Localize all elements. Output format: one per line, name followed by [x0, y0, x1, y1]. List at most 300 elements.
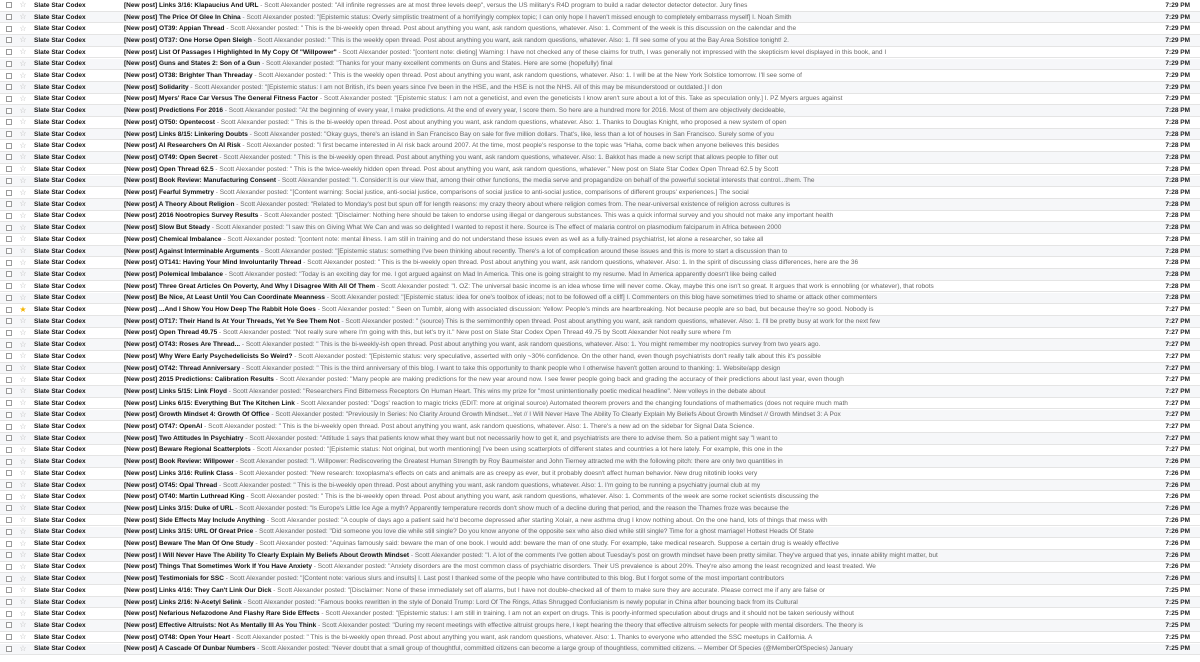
email-snippet: Scott Alexander posted: "A couple of days ago a patient said he'd become depressed after starting Xolair, a new asthma drug I know nothing about. On the one hand, lots of things that mess with: [270, 516, 828, 524]
star-icon[interactable]: ☆: [19, 0, 27, 10]
sender-name: Slate Star Codex: [34, 458, 86, 466]
email-row[interactable]: [0, 59, 1200, 71]
star-icon[interactable]: ☆: [19, 491, 27, 501]
star-icon[interactable]: ☆: [19, 550, 27, 560]
email-subject: [New post] I Will Never Have The Ability To Clearly Explain My Beliefs About Growth Mindset: [124, 551, 410, 559]
email-row[interactable]: [0, 105, 1200, 117]
email-row[interactable]: [0, 644, 1200, 656]
email-snippet: Scott Alexander posted: "[Epistemic status: I am still in training. I am not an expert on drugs. This is poorly-informed speculation about drugs and it should not be taken seriously without: [325, 610, 854, 618]
select-checkbox[interactable]: [6, 552, 12, 558]
email-snippet: Scott Alexander posted: "Attitude 1 says that patients know what they want but not necessarily how to get it, and psychiatrists are there to advise them. So a patient might say "I want to: [249, 434, 778, 442]
sender-name: Slate Star Codex: [34, 306, 86, 314]
email-row[interactable]: [0, 339, 1200, 351]
sender-name: Slate Star Codex: [34, 107, 86, 115]
snippet-separator: -: [247, 130, 254, 138]
email-content: [124, 72, 1154, 79]
select-checkbox[interactable]: [6, 494, 12, 500]
select-checkbox[interactable]: [6, 541, 12, 547]
sender-name: Slate Star Codex: [34, 387, 86, 395]
select-checkbox[interactable]: [6, 248, 12, 254]
email-row[interactable]: [0, 211, 1200, 223]
email-subject: [New post] AI Researchers On AI Risk: [124, 142, 241, 150]
star-icon[interactable]: ☆: [19, 421, 27, 431]
star-icon[interactable]: ☆: [19, 632, 27, 642]
star-icon[interactable]: ☆: [19, 199, 27, 209]
select-checkbox[interactable]: [6, 283, 12, 289]
email-row[interactable]: [0, 269, 1200, 281]
email-row[interactable]: [0, 480, 1200, 492]
star-icon[interactable]: ☆: [19, 444, 27, 454]
email-row[interactable]: [0, 445, 1200, 457]
email-row[interactable]: [0, 386, 1200, 398]
email-subject: [New post] OT39: Appian Thread: [124, 25, 225, 33]
email-content: [124, 236, 1154, 243]
email-snippet: Scott Alexander posted: "[Epistemic status: I am not a geneticist, and even the geneticists I know aren't sure about a lot of this. Take as speculation only.] I. PZ Myers argues against: [323, 95, 843, 103]
star-icon[interactable]: ☆: [19, 374, 27, 384]
email-row[interactable]: [0, 304, 1200, 316]
email-content: [124, 25, 1154, 32]
email-subject: [New post] OT45: Opal Thread: [124, 481, 218, 489]
sender-name: Slate Star Codex: [34, 270, 86, 278]
email-snippet: Scott Alexander posted: "Not really sure where I'm going with this, but let's try it." New post on Slate Star Codex Open Thread 49.75 by Scott Alexander Not really sure where I'm: [222, 329, 731, 337]
email-content: [124, 107, 1154, 114]
star-icon[interactable]: ☆: [19, 152, 27, 162]
star-icon[interactable]: ☆: [19, 105, 27, 115]
select-checkbox[interactable]: [6, 96, 12, 102]
email-subject: [New post] OT37: One Horse Open Sleigh: [124, 36, 252, 44]
select-checkbox[interactable]: [6, 599, 12, 605]
star-icon[interactable]: ☆: [19, 187, 27, 197]
sender-name: Slate Star Codex: [34, 118, 86, 126]
snippet-separator: -: [244, 493, 251, 501]
select-checkbox[interactable]: [6, 26, 12, 32]
select-checkbox[interactable]: [6, 154, 12, 160]
email-row[interactable]: [0, 515, 1200, 527]
star-icon[interactable]: ☆: [19, 608, 27, 618]
select-checkbox[interactable]: [6, 611, 12, 617]
email-row[interactable]: [0, 140, 1200, 152]
email-row[interactable]: [0, 281, 1200, 293]
star-icon[interactable]: ☆: [19, 339, 27, 349]
email-row[interactable]: [0, 503, 1200, 515]
select-checkbox[interactable]: [6, 61, 12, 67]
star-icon[interactable]: ☆: [19, 257, 27, 267]
star-icon[interactable]: ☆: [19, 292, 27, 302]
select-checkbox[interactable]: [6, 400, 12, 406]
star-icon[interactable]: ☆: [19, 363, 27, 373]
email-row[interactable]: [0, 246, 1200, 258]
snippet-separator: -: [264, 516, 271, 524]
star-icon[interactable]: ☆: [19, 398, 27, 408]
star-icon[interactable]: ☆: [19, 456, 27, 466]
select-checkbox[interactable]: [6, 2, 12, 8]
email-subject: [New post] Links 4/16: They Can't Link Our Dick: [124, 586, 272, 594]
email-time: 7:27 PM: [1165, 352, 1190, 360]
email-row[interactable]: [0, 47, 1200, 59]
email-snippet: Scott Alexander posted: "Is Europe's Little Ice Age a myth? Apparently temperature records don't show much of a decline during that period, and the reason the Thames froze was because the: [239, 504, 789, 512]
email-content: [124, 248, 1154, 255]
select-checkbox[interactable]: [6, 377, 12, 383]
email-time: 7:28 PM: [1165, 153, 1190, 161]
select-checkbox[interactable]: [6, 307, 12, 313]
star-icon[interactable]: ★: [19, 304, 27, 314]
snippet-separator: -: [311, 563, 318, 571]
email-row[interactable]: [0, 35, 1200, 47]
email-time: 7:29 PM: [1165, 72, 1190, 80]
sender-name: Slate Star Codex: [34, 317, 86, 325]
star-icon[interactable]: ☆: [19, 386, 27, 396]
email-content: [124, 166, 1154, 173]
email-row[interactable]: [0, 12, 1200, 24]
email-time: 7:28 PM: [1165, 165, 1190, 173]
select-checkbox[interactable]: [6, 84, 12, 90]
email-snippet: Scott Alexander posted: "[content note: dieting] Warning: I have not checked any of these claims for truth, I was generally not impressed with the skepticism level displayed in this book, and I: [342, 48, 887, 56]
email-subject: [New post] Effective Altruists: Not As Mentally Ill As You Think: [124, 621, 317, 629]
email-subject: [New post] ...And I Show You How Deep The Rabbit Hole Goes: [124, 306, 316, 314]
snippet-separator: -: [315, 306, 322, 314]
email-row[interactable]: [0, 70, 1200, 82]
email-time: 7:29 PM: [1165, 95, 1190, 103]
email-row[interactable]: [0, 222, 1200, 234]
star-icon[interactable]: ☆: [19, 620, 27, 630]
email-time: 7:28 PM: [1165, 130, 1190, 138]
email-row[interactable]: [0, 351, 1200, 363]
email-row[interactable]: [0, 527, 1200, 539]
email-row[interactable]: [0, 410, 1200, 422]
star-icon[interactable]: ☆: [19, 35, 27, 45]
email-row[interactable]: [0, 199, 1200, 211]
email-content: [124, 2, 1154, 9]
star-icon[interactable]: ☆: [19, 468, 27, 478]
email-row[interactable]: [0, 433, 1200, 445]
select-checkbox[interactable]: [6, 73, 12, 79]
email-snippet: Scott Alexander posted: "I. Willpower: Rediscovering the Greatest Human Strength by Roy Baumeister and John Tierney attracted me with the following pitch: there are only two quantities in: [239, 458, 783, 466]
select-checkbox[interactable]: [6, 646, 12, 652]
star-icon[interactable]: ☆: [19, 70, 27, 80]
email-content: [124, 388, 1154, 395]
star-icon[interactable]: ☆: [19, 269, 27, 279]
email-time: 7:27 PM: [1165, 399, 1190, 407]
email-row[interactable]: [0, 538, 1200, 550]
sender-name: Slate Star Codex: [34, 481, 86, 489]
email-content: [124, 294, 1154, 301]
email-snippet: Scott Alexander posted: "Aquinas famously said: beware the man of one book. I would add: beware the man of one study. For example, take medical research. Suppose a certain drug is weakly effective: [259, 540, 839, 548]
email-row[interactable]: [0, 562, 1200, 574]
select-checkbox[interactable]: [6, 587, 12, 593]
email-subject: [New post] OT47: OpenAI: [124, 423, 203, 431]
email-content: [124, 365, 1154, 372]
email-row[interactable]: [0, 491, 1200, 503]
email-subject: [New post] OT17: Their Hand Is At Your Threads, Yet Ye See Them Not: [124, 317, 340, 325]
email-row[interactable]: [0, 608, 1200, 620]
select-checkbox[interactable]: [6, 388, 12, 394]
email-time: 7:28 PM: [1165, 247, 1190, 255]
star-icon[interactable]: ☆: [19, 409, 27, 419]
select-checkbox[interactable]: [6, 447, 12, 453]
email-row[interactable]: [0, 187, 1200, 199]
sender-name: Slate Star Codex: [34, 48, 86, 56]
sender-name: Slate Star Codex: [34, 423, 86, 431]
email-content: [124, 458, 1154, 465]
select-checkbox[interactable]: [6, 342, 12, 348]
select-checkbox[interactable]: [6, 131, 12, 137]
email-subject: [New post] OT43: Roses Are Thread...: [124, 341, 241, 349]
email-content: [124, 517, 1154, 524]
email-content: [124, 610, 1154, 617]
email-subject: [New post] 2016 Nootropics Survey Results: [124, 212, 259, 220]
email-row[interactable]: [0, 23, 1200, 35]
email-subject: [New post] Slow But Steady: [124, 224, 210, 232]
email-subject: [New post] Polemical Imbalance: [124, 270, 223, 278]
email-row[interactable]: [0, 129, 1200, 141]
star-icon[interactable]: ☆: [19, 585, 27, 595]
email-row[interactable]: [0, 94, 1200, 106]
email-snippet: Scott Alexander posted: "I. A lot of the comments I've gotten about Tuesday's post on growth mindset have been pretty similar. They've argued that yes, innate ability might matter, but: [414, 551, 938, 559]
email-content: [124, 14, 1154, 21]
star-icon[interactable]: ☆: [19, 480, 27, 490]
email-row[interactable]: [0, 374, 1200, 386]
email-snippet: Scott Alexander posted: " This is the bi-weekly open thread. Post about anything you want, ask random questions, whatever. Also: 1. I'm going to be running a psychiatry journal club at my: [222, 481, 761, 489]
email-snippet: Scott Alexander posted: "[Disclaimer: Nothing here should be taken to endorse using illegal or dangerous substances. This was a quick informal survey and you should not make any important health: [264, 212, 834, 220]
select-checkbox[interactable]: [6, 576, 12, 582]
email-subject: [New post] OT50: Opentecost: [124, 118, 216, 126]
star-icon[interactable]: ☆: [19, 58, 27, 68]
email-subject: [New post] Links 3/15: Duke of URL: [124, 504, 234, 512]
email-time: 7:27 PM: [1165, 376, 1190, 384]
email-row[interactable]: [0, 257, 1200, 269]
snippet-separator: -: [213, 165, 220, 173]
snippet-separator: -: [273, 376, 280, 384]
email-row[interactable]: [0, 117, 1200, 129]
email-snippet: Scott Alexander posted: " This is the bi-weekly open thread. Post about anything you want, ask random questions, whatever. Also: 1. Thanks to Douglas Knight, who proposed a new system of open: [220, 118, 787, 126]
select-checkbox[interactable]: [6, 49, 12, 55]
star-icon[interactable]: ☆: [19, 93, 27, 103]
email-row[interactable]: [0, 152, 1200, 164]
select-checkbox[interactable]: [6, 564, 12, 570]
email-content: [124, 411, 1154, 418]
email-time: 7:26 PM: [1165, 540, 1190, 548]
email-time: 7:27 PM: [1165, 317, 1190, 325]
select-checkbox[interactable]: [6, 529, 12, 535]
snippet-separator: -: [222, 270, 229, 278]
email-snippet: Scott Alexander posted: " This is the twice-weekly hidden open thread. Post about anything you want, ask random questions, whatever." New post on Slate Star Codex Open Thread 62.5 by Scott: [219, 165, 779, 173]
select-checkbox[interactable]: [6, 178, 12, 184]
snippet-separator: -: [222, 107, 229, 115]
star-icon[interactable]: ☆: [19, 117, 27, 127]
star-icon[interactable]: ☆: [19, 140, 27, 150]
sender-name: Slate Star Codex: [34, 153, 86, 161]
email-row[interactable]: [0, 176, 1200, 188]
email-subject: [New post] Book Review: Manufacturing Consent: [124, 177, 277, 185]
email-content: [124, 329, 1154, 336]
sender-name: Slate Star Codex: [34, 516, 86, 524]
select-checkbox[interactable]: [6, 37, 12, 43]
email-content: [124, 634, 1154, 641]
snippet-separator: -: [250, 446, 257, 454]
email-subject: [New post] Why Were Early Psychedelicists So Weird?: [124, 352, 293, 360]
select-checkbox[interactable]: [6, 318, 12, 324]
email-content: [124, 376, 1154, 383]
select-checkbox[interactable]: [6, 482, 12, 488]
star-icon[interactable]: ☆: [19, 246, 27, 256]
email-time: 7:27 PM: [1165, 364, 1190, 372]
star-icon[interactable]: ☆: [19, 129, 27, 139]
email-row[interactable]: [0, 234, 1200, 246]
email-content: [124, 645, 1154, 652]
email-row[interactable]: [0, 363, 1200, 375]
select-checkbox[interactable]: [6, 201, 12, 207]
star-icon[interactable]: ☆: [19, 210, 27, 220]
email-snippet: Scott Alexander posted: "Never doubt that a small group of thoughtful, committed citizens can become a large group of thoughtless, committed citizens. -- Member Of Species (@MemberOfSpecies) January: [261, 645, 853, 653]
star-icon[interactable]: ☆: [19, 82, 27, 92]
snippet-separator: -: [294, 399, 301, 407]
email-time: 7:28 PM: [1165, 118, 1190, 126]
email-time: 7:28 PM: [1165, 270, 1190, 278]
sender-name: Slate Star Codex: [34, 1, 86, 9]
select-checkbox[interactable]: [6, 459, 12, 465]
sender-name: Slate Star Codex: [34, 259, 86, 267]
email-row[interactable]: [0, 597, 1200, 609]
snippet-separator: -: [213, 189, 220, 197]
email-time: 7:29 PM: [1165, 60, 1190, 68]
email-snippet: Scott Alexander posted: "Many people are making predictions for the new year around now. I see fewer people going back and grading the accuracy of their predictions about last year, even though: [279, 376, 844, 384]
email-row[interactable]: [0, 164, 1200, 176]
email-subject: [New post] Two Attitudes In Psychiatry: [124, 434, 244, 442]
select-checkbox[interactable]: [6, 295, 12, 301]
snippet-separator: -: [252, 72, 259, 80]
email-subject: [New post] Fearful Symmetry: [124, 189, 214, 197]
email-row[interactable]: [0, 328, 1200, 340]
star-icon[interactable]: ☆: [19, 433, 27, 443]
email-subject: [New post] A Cascade Of Dunbar Numbers: [124, 645, 256, 653]
email-subject: [New post] OT49: Open Secret: [124, 153, 218, 161]
email-subject: [New post] Links 5/15: Link Floyd: [124, 387, 227, 395]
email-content: [124, 84, 1154, 91]
email-snippet: Scott Alexander posted: " This is the bi-weekly open thread. Post about anything you want, ask random questions, whatever. Also: 1. In the spirit of discussing class differences, here are the 36: [307, 259, 859, 267]
select-checkbox[interactable]: [6, 353, 12, 359]
select-checkbox[interactable]: [6, 213, 12, 219]
sender-name: Slate Star Codex: [34, 598, 86, 606]
star-icon[interactable]: ☆: [19, 316, 27, 326]
select-checkbox[interactable]: [6, 14, 12, 20]
star-icon[interactable]: ☆: [19, 538, 27, 548]
select-checkbox[interactable]: [6, 143, 12, 149]
email-time: 7:27 PM: [1165, 446, 1190, 454]
email-snippet: Scott Alexander posted: "Dogs' reaction to magic tricks (EDIT: more at original source) Automated theorem provers and the changing foundations of mathematics (does not require much math: [300, 399, 848, 407]
star-icon[interactable]: ☆: [19, 222, 27, 232]
email-row[interactable]: [0, 632, 1200, 644]
email-row[interactable]: [0, 0, 1200, 12]
email-content: [124, 189, 1154, 196]
email-row[interactable]: [0, 468, 1200, 480]
select-checkbox[interactable]: [6, 330, 12, 336]
email-subject: [New post] Links 3/15: URL Of Great Price: [124, 528, 254, 536]
email-subject: [New post] Chemical Imbalance: [124, 235, 222, 243]
email-snippet: Scott Alexander posted: "Previously In Series: No Clarity Around Growth Mindset...Yet // I Will Never Have The Ability To Clearly Explain My Beliefs About Growth Mindset // Growth Mindset 3: A Pox: [275, 411, 841, 419]
email-row[interactable]: [0, 293, 1200, 305]
select-checkbox[interactable]: [6, 505, 12, 511]
select-checkbox[interactable]: [6, 225, 12, 231]
select-checkbox[interactable]: [6, 108, 12, 114]
star-icon[interactable]: ☆: [19, 23, 27, 33]
snippet-separator: -: [217, 153, 224, 161]
email-time: 7:28 PM: [1165, 177, 1190, 185]
star-icon[interactable]: ☆: [19, 164, 27, 174]
snippet-separator: -: [233, 504, 240, 512]
star-icon[interactable]: ☆: [19, 351, 27, 361]
star-icon[interactable]: ☆: [19, 526, 27, 536]
email-row[interactable]: [0, 82, 1200, 94]
select-checkbox[interactable]: [6, 271, 12, 277]
select-checkbox[interactable]: [6, 119, 12, 125]
email-subject: [New post] List Of Passages I Highlighted In My Copy Of "Willpower": [124, 48, 337, 56]
star-icon[interactable]: ☆: [19, 327, 27, 337]
snippet-separator: -: [209, 224, 216, 232]
email-row[interactable]: [0, 550, 1200, 562]
star-icon[interactable]: ☆: [19, 503, 27, 513]
star-icon[interactable]: ☆: [19, 573, 27, 583]
select-checkbox[interactable]: [6, 634, 12, 640]
select-checkbox[interactable]: [6, 412, 12, 418]
snippet-separator: -: [319, 610, 326, 618]
email-subject: [New post] Three Great Articles On Poverty, And Why I Disagree With All Of Them: [124, 282, 376, 290]
email-time: 7:25 PM: [1165, 645, 1190, 653]
sender-name: Slate Star Codex: [34, 200, 86, 208]
star-icon[interactable]: ☆: [19, 561, 27, 571]
select-checkbox[interactable]: [6, 166, 12, 172]
select-checkbox[interactable]: [6, 435, 12, 441]
star-icon[interactable]: ☆: [19, 281, 27, 291]
email-row[interactable]: [0, 398, 1200, 410]
select-checkbox[interactable]: [6, 260, 12, 266]
sender-name: Slate Star Codex: [34, 212, 86, 220]
select-checkbox[interactable]: [6, 365, 12, 371]
email-content: [124, 435, 1154, 442]
star-icon[interactable]: ☆: [19, 643, 27, 653]
email-row[interactable]: [0, 456, 1200, 468]
email-row[interactable]: [0, 585, 1200, 597]
star-icon[interactable]: ☆: [19, 12, 27, 22]
star-icon[interactable]: ☆: [19, 597, 27, 607]
snippet-separator: -: [240, 341, 246, 349]
email-subject: [New post] OT48: Open Your Heart: [124, 633, 231, 641]
star-icon[interactable]: ☆: [19, 515, 27, 525]
email-row[interactable]: [0, 316, 1200, 328]
email-row[interactable]: [0, 573, 1200, 585]
star-icon[interactable]: ☆: [19, 234, 27, 244]
email-content: [124, 575, 1154, 582]
select-checkbox[interactable]: [6, 236, 12, 242]
email-snippet: Scott Alexander posted: "[Epistemic status: something I've been thinking about recently. There's a lot of complication around these issues and this is more to start a discussion than to: [264, 247, 788, 255]
email-content: [124, 599, 1154, 606]
select-checkbox[interactable]: [6, 424, 12, 430]
select-checkbox[interactable]: [6, 622, 12, 628]
select-checkbox[interactable]: [6, 470, 12, 476]
email-snippet: Scott Alexander posted: "[Epistemic status: Not original, but worth mentioning] I've been using scatterplots of different states and countries a lot here lately. For example, this one in the: [256, 446, 783, 454]
sender-name: Slate Star Codex: [34, 13, 86, 21]
snippet-separator: -: [221, 235, 228, 243]
email-time: 7:28 PM: [1165, 235, 1190, 243]
star-icon[interactable]: ☆: [19, 175, 27, 185]
email-row[interactable]: [0, 620, 1200, 632]
sender-name: Slate Star Codex: [34, 235, 86, 243]
star-icon[interactable]: ☆: [19, 47, 27, 57]
select-checkbox[interactable]: [6, 517, 12, 523]
select-checkbox[interactable]: [6, 190, 12, 196]
email-content: [124, 201, 1154, 208]
email-time: 7:26 PM: [1165, 481, 1190, 489]
email-row[interactable]: [0, 421, 1200, 433]
